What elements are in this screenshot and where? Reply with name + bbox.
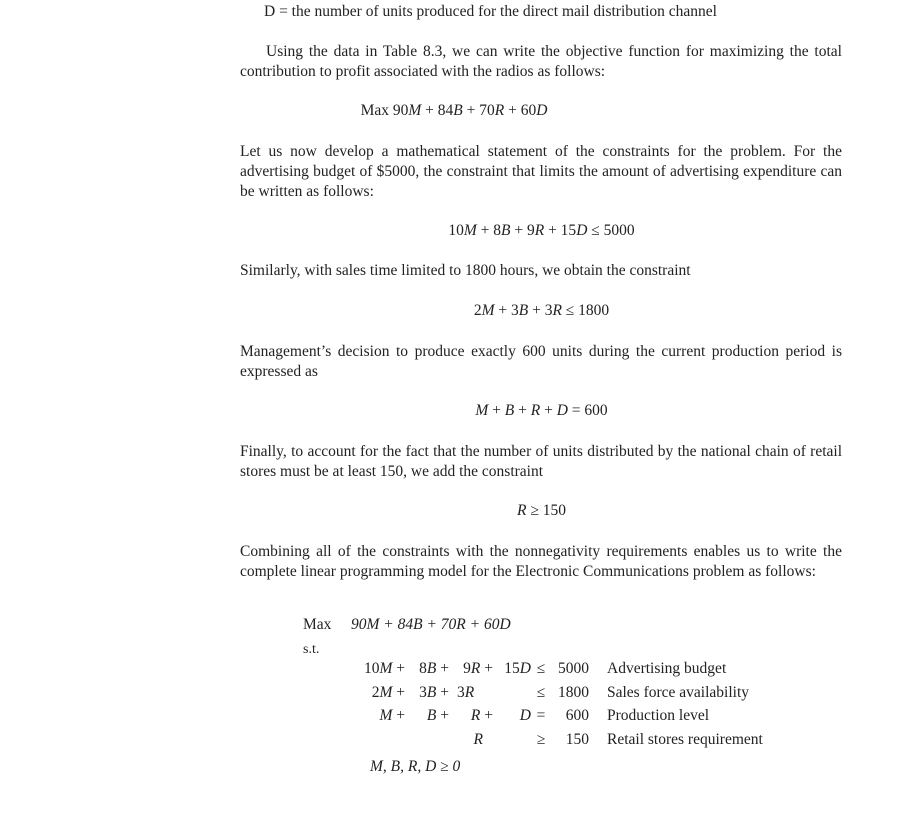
term-r: R <box>473 730 483 748</box>
paragraph-production: Management’s decision to produce exactly 600 units during the current production period is expressed as <box>240 343 842 380</box>
term-r: 3R <box>457 683 475 701</box>
constraints-table <box>353 659 763 753</box>
term-b: 3B + <box>419 683 449 701</box>
equation-advertising: 10M + 8B + 9R + 15D ≤ 5000 <box>448 222 635 239</box>
relation: ≥ <box>536 730 546 748</box>
term-m <box>353 730 405 754</box>
term-m: M + <box>379 707 405 724</box>
relation: ≤ <box>536 660 546 677</box>
term-d: 15D <box>504 660 531 677</box>
term-d <box>493 683 531 707</box>
model-st-label: s.t. <box>303 642 320 657</box>
nonnegativity: M, B, R, D ≥ 0 <box>370 758 461 775</box>
constraint-row <box>353 730 763 754</box>
paragraph-complete-model: Combining all of the constraints with the nonnegativity requirements enables us to write the complete linear programming model for the Electronic Communications problem as follows: <box>240 543 842 580</box>
constraint-label: Retail stores requirement <box>607 730 763 748</box>
equation-production: M + B + R + D = 600 <box>475 402 608 419</box>
equation-retail: R ≥ 150 <box>517 502 566 519</box>
paragraph-objective-intro: Using the data in Table 8.3, we can write the objective function for maximizing the total contribution to profit associated with the radios as follows: <box>240 43 842 80</box>
model-objective: 90M + 84B + 70R + 60D <box>351 616 511 633</box>
term-b: B + <box>426 707 449 724</box>
equation-objective: Max 90M + 84B + 70R + 60D <box>360 102 548 119</box>
equation-sales: 2M + 3B + 3R ≤ 1800 <box>473 302 610 319</box>
constraint-label: Sales force availability <box>607 683 750 701</box>
relation: = <box>536 707 546 724</box>
lp-model <box>303 612 823 782</box>
rhs: 600 <box>565 707 589 724</box>
paragraph-constraints-intro: Let us now develop a mathematical statement of the constraints for the problem. For the advertising budget of $5000, the constraint that limits the amount of advertising expenditure can be written as follows: <box>240 143 842 200</box>
term-r: R + <box>470 707 493 724</box>
constraint-row <box>353 659 763 683</box>
term-d: D <box>519 707 531 724</box>
term-m: 2M + <box>371 683 405 701</box>
term-r: 9R + <box>463 660 493 677</box>
term-d <box>493 730 531 754</box>
term-b: 8B + <box>419 660 449 677</box>
model-max-label: Max <box>303 616 332 633</box>
term-b <box>405 730 449 754</box>
constraint-label: Advertising budget <box>607 660 727 677</box>
constraint-row <box>353 683 763 707</box>
term-m: 10M + <box>363 660 405 677</box>
rhs: 150 <box>565 730 589 748</box>
rhs: 1800 <box>558 683 589 701</box>
paragraph-retail: Finally, to account for the fact that the number of units distributed by the national chain of retail stores must be at least 150, we add the constraint <box>240 443 842 480</box>
constraint-row <box>353 706 763 730</box>
definition-line: D = the number of units produced for the direct mail distribution channel <box>264 3 717 20</box>
paragraph-sales-time: Similarly, with sales time limited to 1800 hours, we obtain the constraint <box>240 262 691 279</box>
rhs: 5000 <box>558 660 589 677</box>
constraint-label: Production level <box>607 707 710 724</box>
relation: ≤ <box>536 683 546 701</box>
